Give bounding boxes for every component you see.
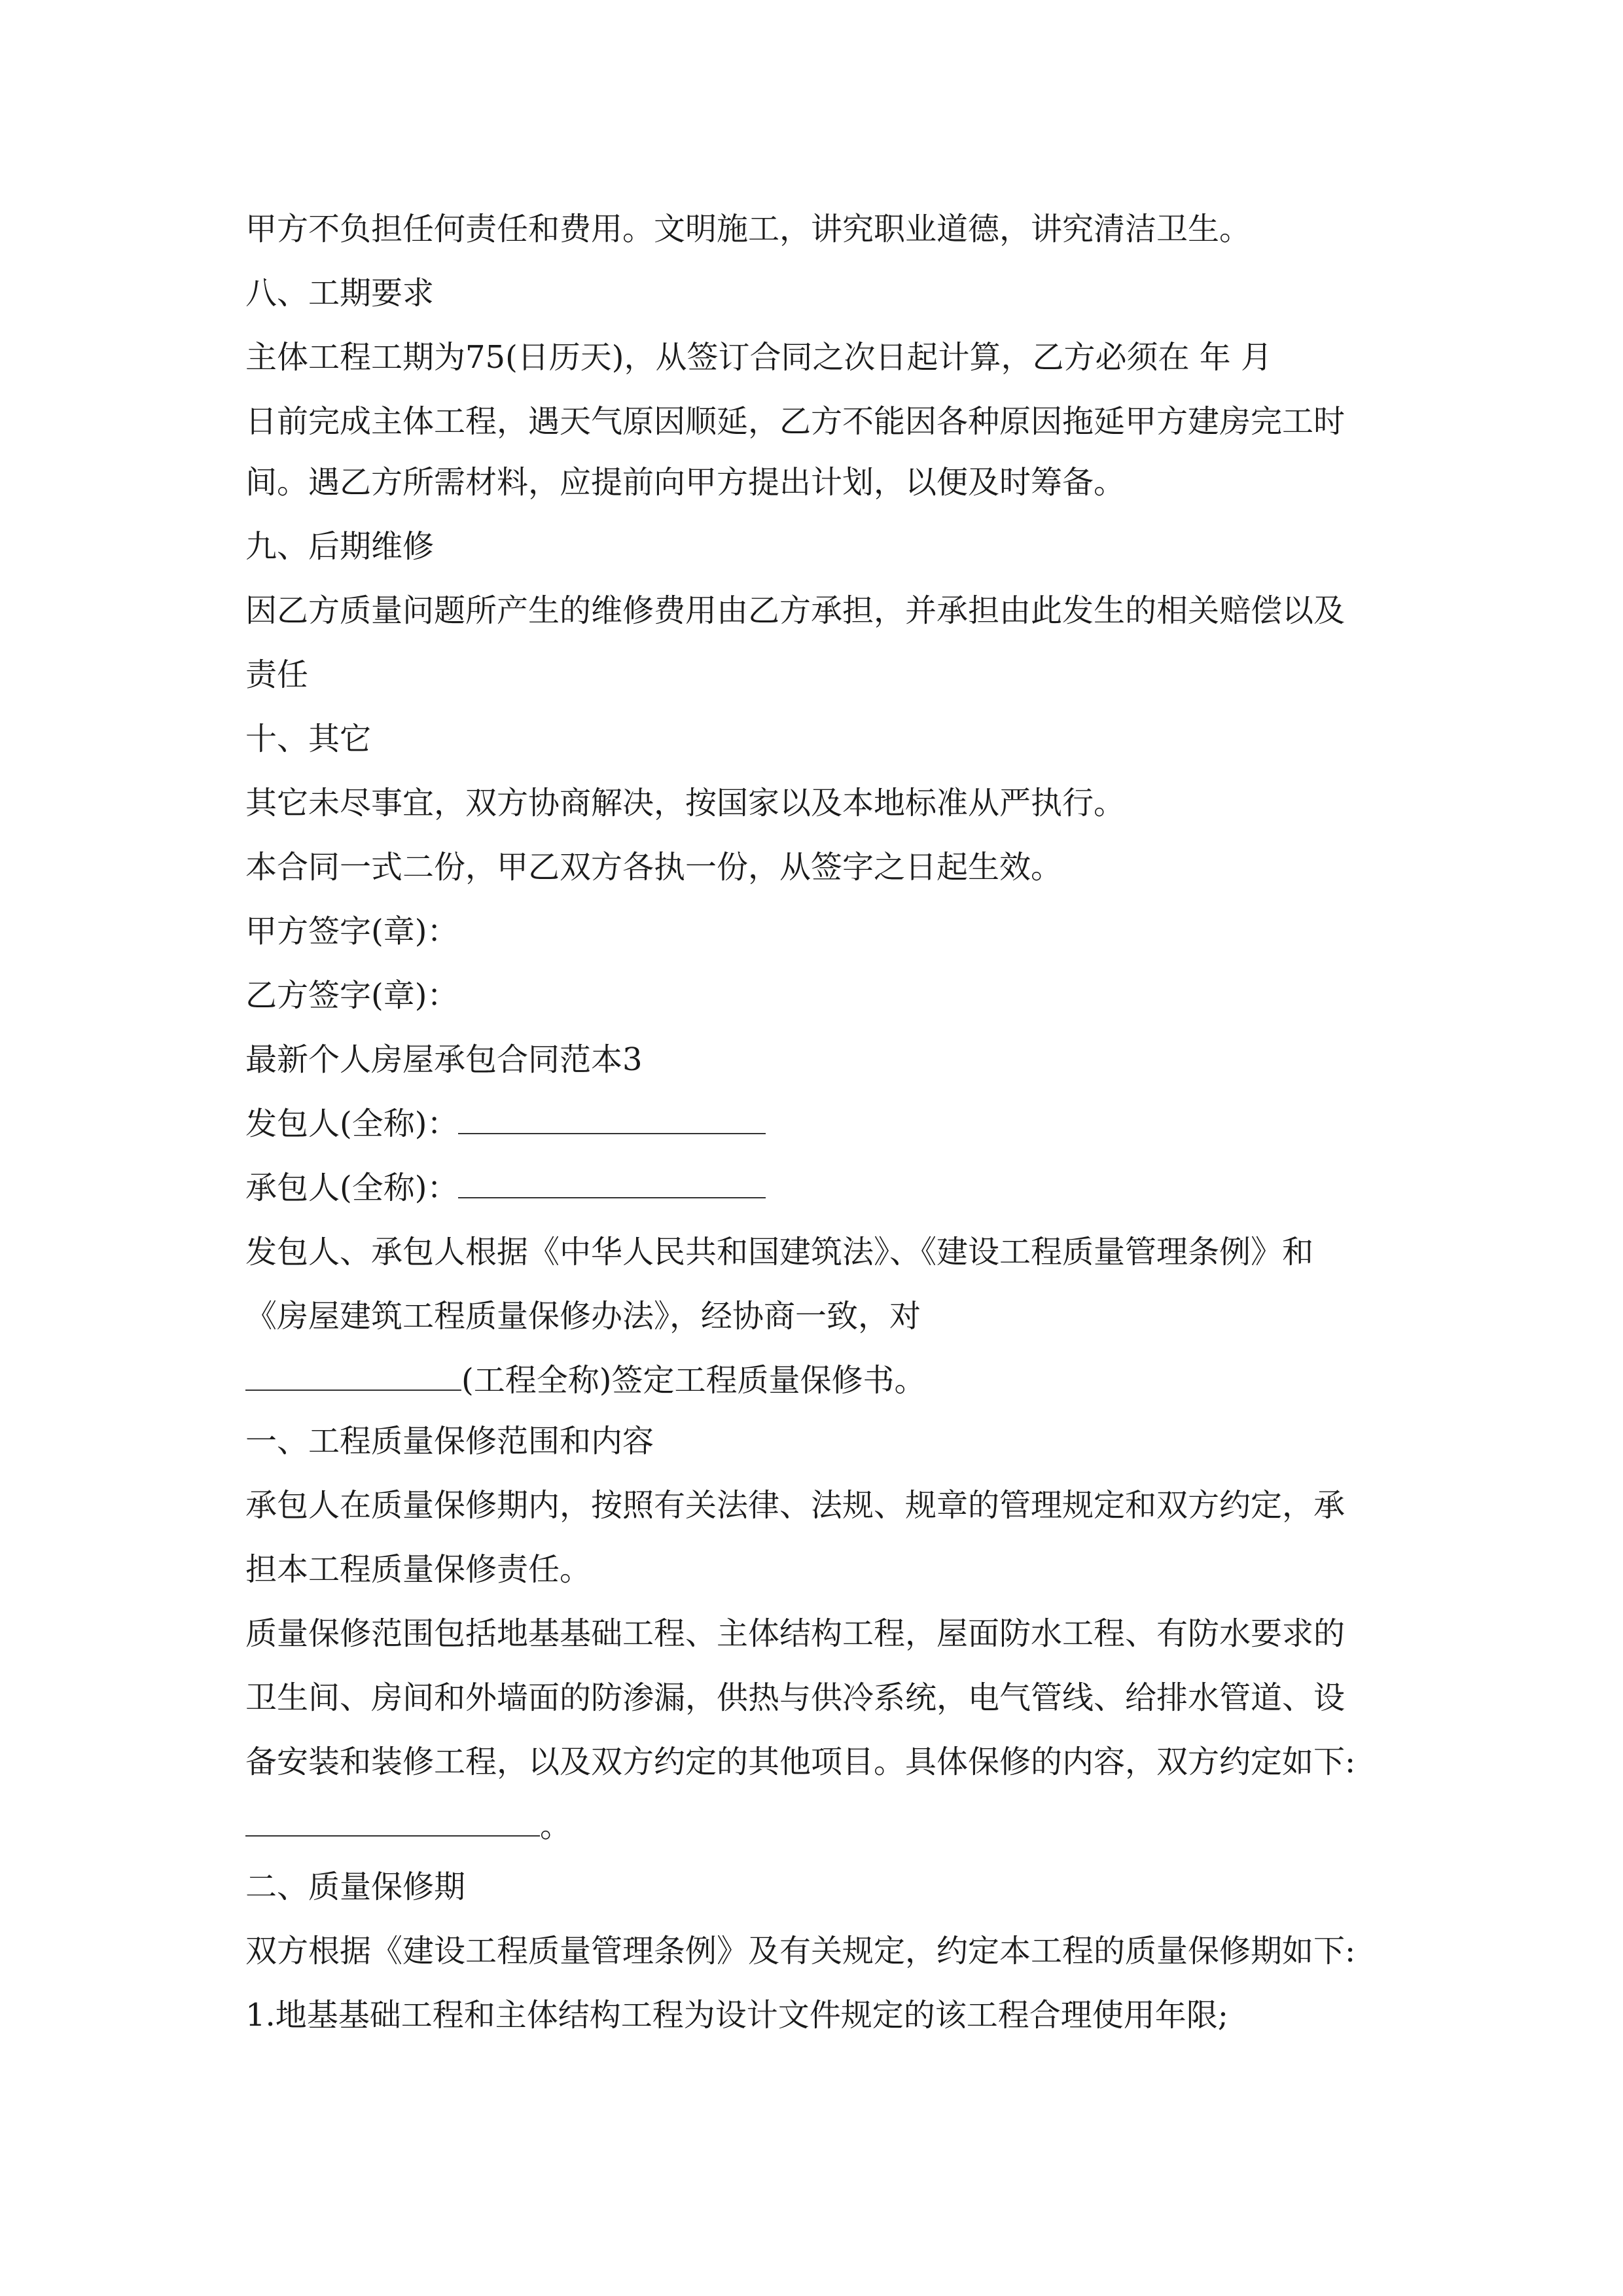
text-line: 本合同一式二份，甲乙双方各执一份，从签字之日起生效。 — [245, 849, 1063, 886]
contractor-name-line — [245, 1168, 766, 1208]
contractor-label: 承包人(全称)： — [245, 1170, 459, 1206]
text-line: 其它未尽事宜，双方协商解决，按国家以及本地标准从严执行。 — [245, 785, 1126, 821]
text-line: 1.地基基础工程和主体结构工程为设计文件规定的该工程合理使用年限; — [245, 1997, 1228, 2034]
signature-line-party-a: 甲方签字(章)： — [245, 913, 459, 950]
project-name-line — [245, 1361, 925, 1400]
warranty-content-blank — [245, 1806, 540, 1837]
project-name-suffix: (工程全称)签定工程质量保修书。 — [461, 1362, 926, 1399]
project-name-blank — [245, 1361, 461, 1391]
employer-label: 发包人(全称)： — [245, 1105, 459, 1142]
text-line: 质量保修范围包括地基基础工程、主体结构工程，屋面防水工程、有防水要求的 — [245, 1615, 1346, 1652]
text-line: 备安装和装修工程，以及双方约定的其他项目。具体保修的内容，双方约定如下: — [245, 1744, 1356, 1780]
employer-blank — [458, 1104, 766, 1134]
section-heading: 八、工期要求 — [245, 275, 435, 312]
period-mark: 。 — [540, 1808, 572, 1844]
text-line: 日前完成主体工程，遇天气原因顺延，乙方不能因各种原因拖延甲方建房完工时 — [245, 403, 1346, 440]
text-line: 承包人在质量保修期内，按照有关法律、法规、规章的管理规定和双方约定，承 — [245, 1487, 1346, 1524]
text-line: 主体工程工期为75(日历天)，从签订合同之次日起计算，乙方必须在 年 月 — [245, 339, 1273, 376]
text-line: 担本工程质量保修责任。 — [245, 1551, 592, 1588]
text-line: 因乙方质量问题所产生的维修费用由乙方承担，并承担由此发生的相关赔偿以及 — [245, 592, 1346, 629]
section-heading: 一、工程质量保修范围和内容 — [245, 1423, 654, 1460]
text-line: 间。遇乙方所需材料，应提前向甲方提出计划，以便及时筹备。 — [245, 464, 1126, 501]
section-heading: 二、质量保修期 — [245, 1869, 466, 1905]
text-line: 《房屋建筑工程质量保修办法》，经协商一致，对 — [245, 1298, 921, 1335]
signature-line-party-b: 乙方签字(章)： — [245, 977, 459, 1014]
employer-name-line — [245, 1104, 766, 1143]
text-line: 发包人、承包人根据《中华人民共和国建筑法》、《建设工程质量管理条例》和 — [245, 1234, 1314, 1270]
section-heading: 九、后期维修 — [245, 528, 435, 565]
document-title: 最新个人房屋承包合同范本3 — [245, 1041, 643, 1078]
text-line: 卫生间、房间和外墙面的防渗漏，供热与供冷系统，电气管线、给排水管道、设 — [245, 1679, 1346, 1716]
text-line: 双方根据《建设工程质量管理条例》及有关规定，约定本工程的质量保修期如下: — [245, 1933, 1356, 1969]
contractor-blank — [458, 1168, 766, 1198]
text-line: 甲方不负担任何责任和费用。文明施工，讲究职业道德，讲究清洁卫生。 — [245, 211, 1251, 247]
section-heading: 十、其它 — [245, 721, 372, 757]
text-line: 责任 — [245, 656, 309, 693]
warranty-content-line — [245, 1806, 571, 1846]
